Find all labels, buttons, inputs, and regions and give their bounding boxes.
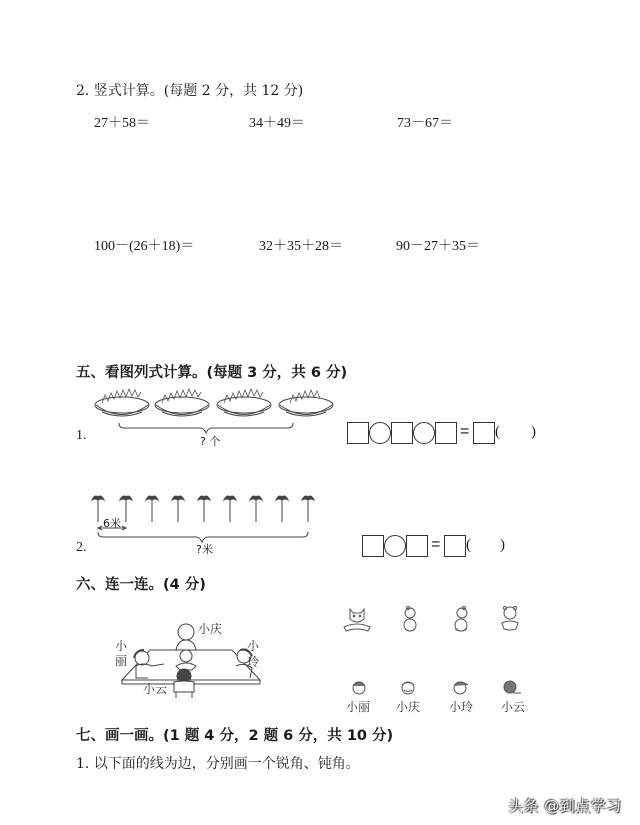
section-five-title: 五、看图列式计算。(每题 3 分，共 6 分)	[76, 365, 348, 381]
calc-problem: 34＋49＝	[249, 116, 305, 131]
number-box[interactable]	[347, 422, 369, 444]
calc-problem: 90－27＋35＝	[396, 239, 480, 254]
child-face-icon	[504, 681, 521, 693]
bear-views-row	[340, 605, 540, 639]
question-number: 2.	[76, 540, 87, 555]
bear-back-icon	[502, 607, 518, 631]
number-box[interactable]	[362, 535, 384, 557]
scene-label-top: 小庆	[198, 622, 223, 636]
child-name: 小玲	[449, 700, 474, 714]
result-box[interactable]	[473, 422, 495, 444]
section-seven-title: 七、画一画。(1 题 4 分，2 题 6 分，共 10 分)	[76, 728, 394, 744]
child-faces-row	[343, 679, 533, 697]
calc-problem: 100－(26＋18)＝	[94, 239, 195, 254]
equals-sign: =	[431, 536, 441, 553]
child-face-icon	[353, 682, 365, 694]
number-box[interactable]	[406, 535, 428, 557]
unit-paren-close: )	[500, 537, 505, 553]
section-six-title: 六、连一连。(4 分)	[76, 577, 206, 593]
child-name: 小云	[501, 700, 526, 714]
bear-front-icon	[344, 609, 370, 631]
number-box[interactable]	[391, 422, 413, 444]
calc-problem: 73－67＝	[397, 116, 453, 131]
unit-paren-open: (	[466, 537, 471, 553]
unit-paren-open: (	[495, 424, 500, 440]
number-box[interactable]	[435, 422, 457, 444]
scene-label-right-2: 玲	[247, 655, 260, 669]
equation-template-q1	[347, 422, 547, 448]
child-name: 小庆	[396, 700, 421, 714]
section-seven-q1: 1. 以下面的线为边，分别画一个锐角、钝角。	[76, 756, 360, 772]
equals-sign: =	[460, 423, 470, 440]
scene-label-bottom: 小云	[143, 682, 168, 696]
child-name: 小丽	[346, 700, 371, 714]
watermark: 头条 @到点学习	[508, 797, 622, 815]
operator-circle[interactable]	[369, 422, 391, 444]
child-face-icon	[454, 682, 468, 694]
unit-paren-close: )	[531, 424, 536, 440]
interval-label: 6米	[103, 517, 121, 530]
operator-circle[interactable]	[384, 535, 406, 557]
result-box[interactable]	[444, 535, 466, 557]
bear-side-icon	[455, 607, 467, 632]
brace-label: ? 个	[200, 435, 221, 448]
calc-problem: 27＋58＝	[94, 116, 150, 131]
operator-circle[interactable]	[413, 422, 435, 444]
scene-label-left-1: 小	[115, 639, 128, 653]
calc-section-title: 2. 竖式计算。(每题 2 分，共 12 分)	[76, 83, 304, 99]
equation-template-q2	[362, 535, 522, 561]
scene-label-left-2: 丽	[115, 654, 128, 668]
scene-label-right-1: 小	[247, 639, 260, 653]
calc-problem: 32＋35＋28＝	[259, 239, 343, 254]
bear-side-icon	[404, 607, 416, 632]
brace-label: ?米	[196, 543, 213, 556]
child-face-icon	[402, 682, 414, 694]
question-number: 1.	[76, 428, 87, 443]
